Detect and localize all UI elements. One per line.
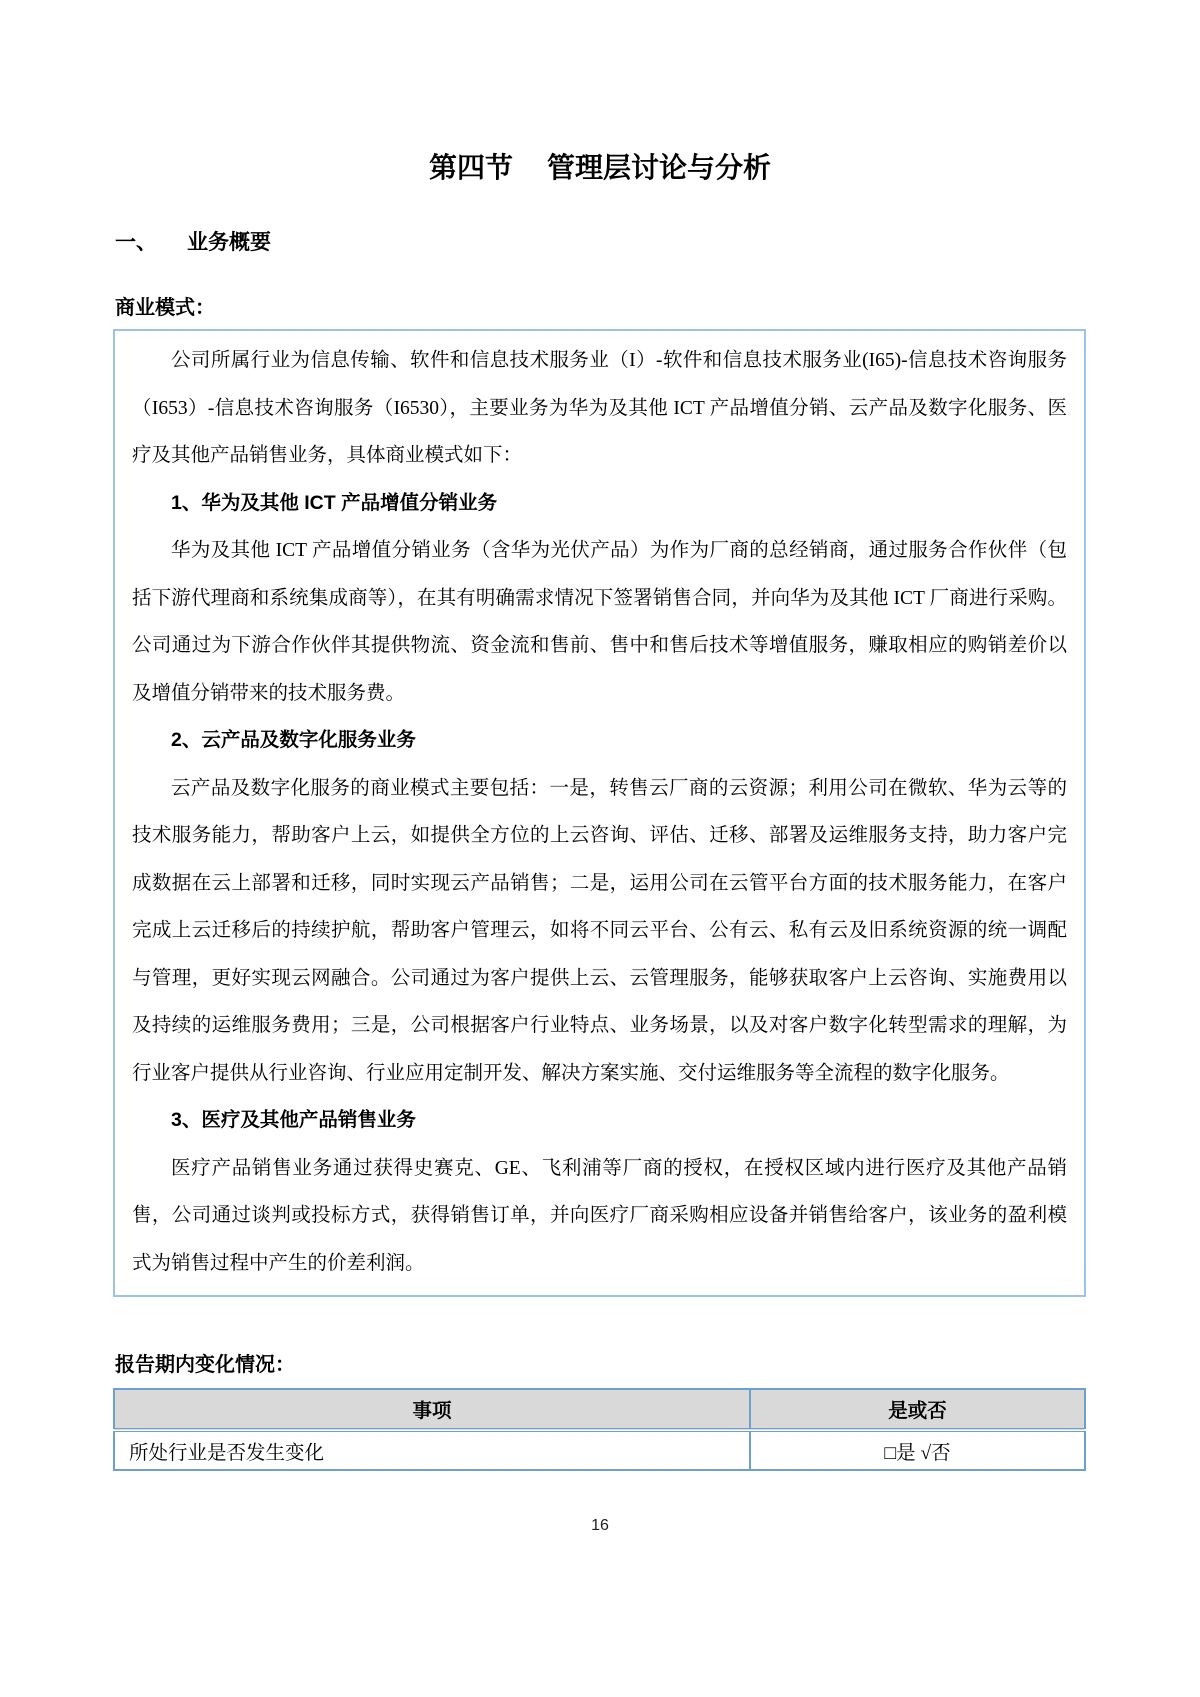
- changes-label: 报告期内变化情况：: [115, 1354, 295, 1376]
- section-title: 业务概要: [187, 231, 271, 254]
- changes-row-item: 所处行业是否发生变化: [114, 1430, 750, 1470]
- document-title-section-number: 第四节: [428, 152, 513, 183]
- document-title-text: 管理层讨论与分析: [547, 152, 772, 183]
- page-number: 16: [591, 1517, 609, 1534]
- changes-row-yesno: □是 √否: [750, 1430, 1085, 1470]
- changes-table-header-row: [114, 1389, 1085, 1430]
- table-row: [114, 1430, 1085, 1470]
- section-number: 一、: [115, 231, 157, 254]
- business-item-1-heading: 1、华为及其他 ICT 产品增值分销业务: [171, 491, 498, 514]
- business-model-box: [113, 329, 1086, 1297]
- document-title: [0, 0, 1200, 188]
- section-heading: [115, 228, 1200, 258]
- business-model-label: 商业模式：: [115, 297, 215, 319]
- changes-table-header-item: 事项: [114, 1389, 750, 1430]
- business-item-1-body: 华为及其他 ICT 产品增值分销业务（含华为光伏产品）为作为厂商的总经销商，通过服务合作伙伴（包括下游代理商和系统集成商等），在其有明确需求情况下签署销售合同，并向华为及其他 ICT 厂商进行采购。公司通过为下游合作伙伴其提供物流、资金流和售前、售中和售后技术等增值服务，赚取相应的购销差价以及增值分销带来的技术服务费。: [132, 540, 1067, 704]
- business-model-intro: 公司所属行业为信息传输、软件和信息技术服务业（I）-软件和信息技术服务业(I65)-信息技术咨询服务（I653）-信息技术咨询服务（I6530），主要业务为华为及其他 ICT 产品增值分销、云产品及数字化服务、医疗及其他产品销售业务，具体商业模式如下：: [132, 350, 1067, 466]
- changes-table-header-yesno: 是或否: [750, 1389, 1085, 1430]
- business-item-3-body: 医疗产品销售业务通过获得史赛克、GE、飞利浦等厂商的授权，在授权区域内进行医疗及其他产品销售，公司通过谈判或投标方式，获得销售订单，并向医疗厂商采购相应设备并销售给客户，该业务的盈利模式为销售过程中产生的价差利润。: [132, 1157, 1067, 1274]
- business-item-2-body: 云产品及数字化服务的商业模式主要包括：一是，转售云厂商的云资源；利用公司在微软、华为云等的技术服务能力，帮助客户上云，如提供全方位的上云咨询、评估、迁移、部署及运维服务支持，助力客户完成数据在云上部署和迁移，同时实现云产品销售；二是，运用公司在云管平台方面的技术服务能力，在客户完成上云迁移后的持续护航，帮助客户管理云，如将不同云平台、公有云、私有云及旧系统资源的统一调配与管理，更好实现云网融合。公司通过为客户提供上云、云管理服务，能够获取客户上云咨询、实施费用以及持续的运维服务费用；三是，公司根据客户行业特点、业务场景，以及对客户数字化转型需求的理解，为行业客户提供从行业咨询、行业应用定制开发、解决方案实施、交付运维服务等全流程的数字化服务。: [132, 777, 1067, 1084]
- changes-table: [113, 1388, 1086, 1471]
- business-item-3-heading: 3、医疗及其他产品销售业务: [171, 1109, 416, 1131]
- business-item-2-heading: 2、云产品及数字化服务业务: [171, 729, 416, 751]
